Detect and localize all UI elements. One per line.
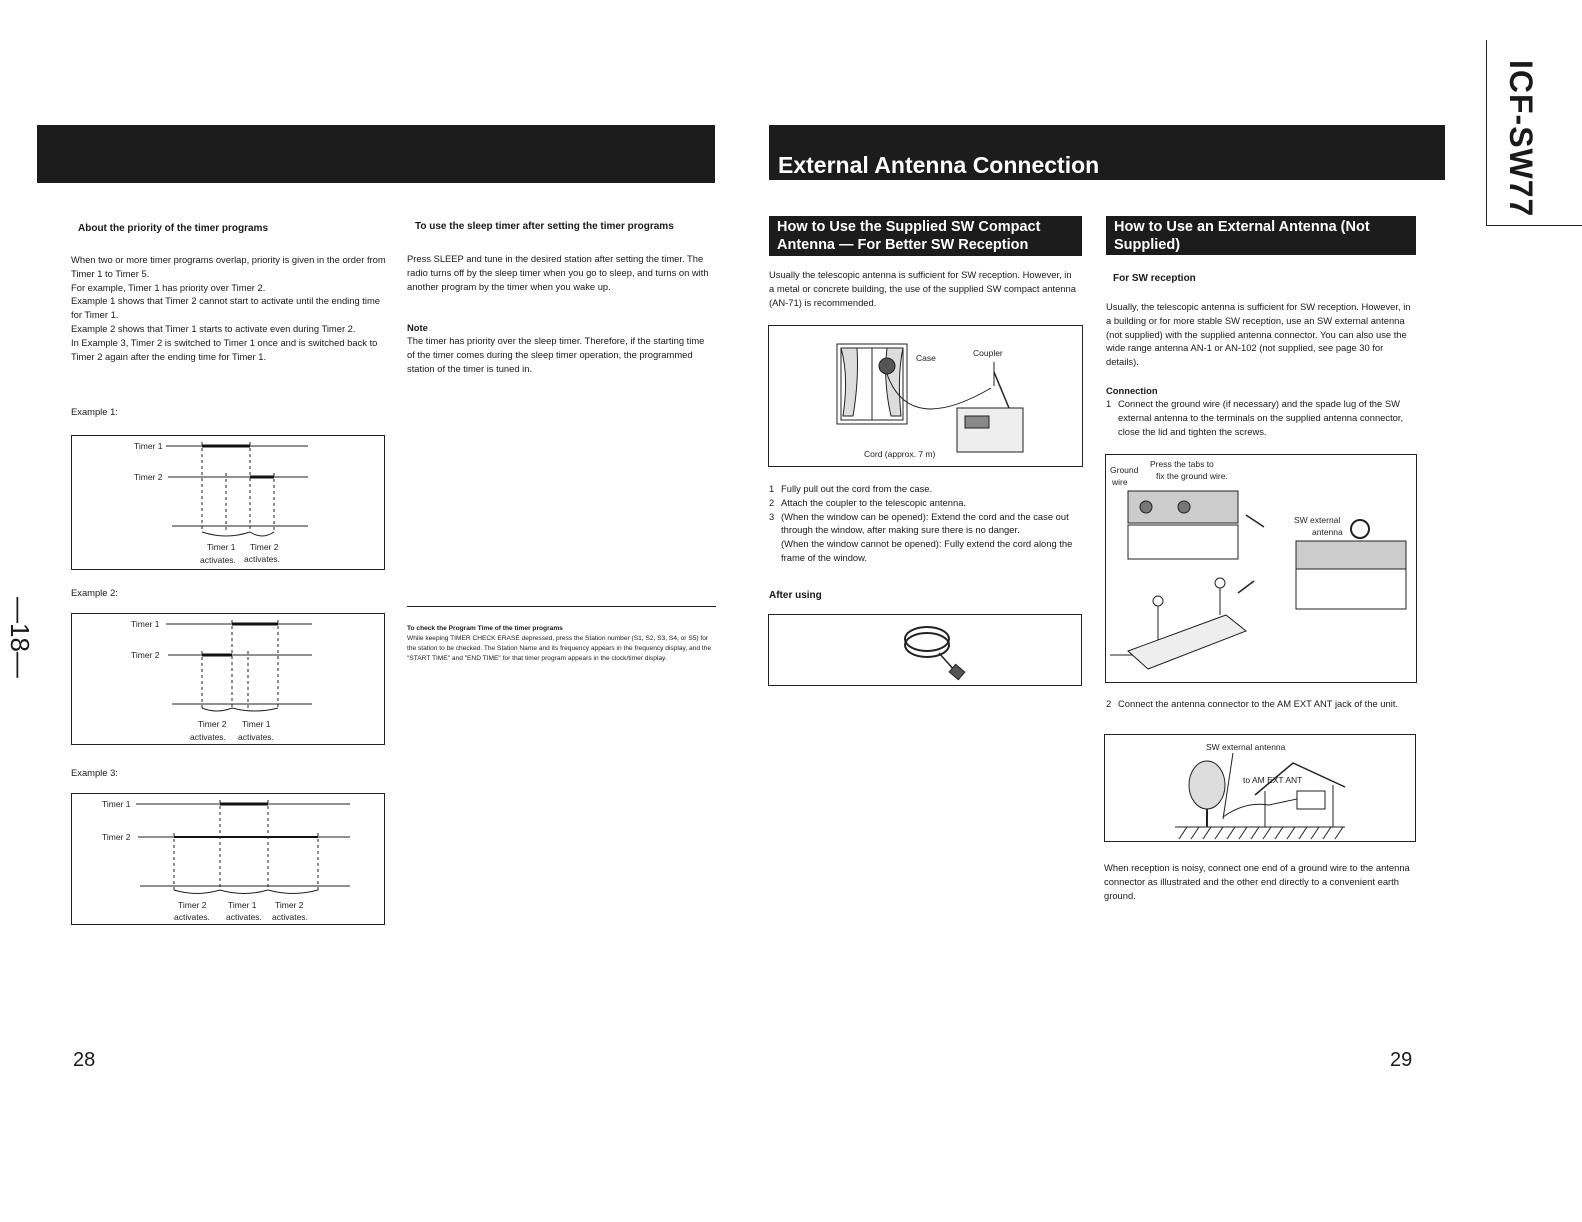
caption: Timer 1	[242, 719, 271, 729]
radio	[1297, 791, 1325, 809]
sw-reception-heading: For SW reception	[1113, 273, 1196, 284]
model-name: ICF-SW77	[1503, 60, 1539, 218]
step-text: Connect the ground wire (if necessary) and the spade lug of the SW external antenna to the terminals on the supplied antenna connector, close the lid and tighten the screws.	[1118, 398, 1404, 437]
timing-chart	[72, 614, 384, 744]
caption: Timer 2	[250, 542, 279, 552]
caption: activates.	[272, 912, 308, 922]
compact-intro: Usually the telescopic antenna is sufficient for SW reception. However, in a metal or concrete building, the use of the supplied SW compact antenna (AN-71) is recommended.	[769, 269, 1076, 308]
left-header-bar	[37, 125, 715, 183]
timer-line-label: Timer 1	[134, 441, 163, 451]
radio	[957, 408, 1023, 452]
caption: Timer 2	[178, 900, 207, 910]
fig-label-ground: wire	[1112, 477, 1128, 487]
antenna-connector-illustration	[1106, 455, 1416, 682]
fig-label-ext-antenna: antenna	[1312, 527, 1343, 537]
caption: activates.	[244, 554, 280, 564]
example-2-diagram	[71, 613, 385, 745]
note-heading: Note	[407, 322, 428, 333]
connector-base	[1128, 615, 1246, 669]
side-page-number: —18—	[5, 597, 35, 678]
fig-label-tabs: Press the tabs to	[1150, 459, 1214, 469]
external-antenna-heading	[1106, 216, 1416, 255]
step-number: 1	[769, 483, 775, 494]
caption: activates.	[200, 555, 236, 565]
after-using-figure	[768, 614, 1082, 686]
timing-chart	[72, 436, 384, 569]
example-1-diagram	[71, 435, 385, 570]
caption: activates.	[226, 912, 262, 922]
example-3-diagram	[71, 793, 385, 925]
caption: activates.	[238, 732, 274, 742]
fig-label-jack: to AM EXT ANT	[1243, 775, 1303, 785]
page-title: External Antenna Connection	[778, 152, 1100, 178]
caption: activates.	[174, 912, 210, 922]
heading-line: How to Use an External Antenna (Not	[1114, 219, 1370, 235]
sleep-body: Press SLEEP and tune in the desired station after setting the timer. The radio turns off by the sleep timer when you go to sleep, and turns on with another program by the timer when you wake up.	[407, 253, 709, 292]
compact-steps	[769, 482, 1081, 565]
note-body: The timer has priority over the sleep timer. Therefore, if the starting time of the timer comes during the sleep timer operation, the programmed station of the timer is tuned in.	[407, 335, 705, 374]
house-antenna-illustration	[1105, 735, 1415, 841]
connection-step-2	[1106, 697, 1418, 711]
connector-figure	[1105, 454, 1417, 683]
step-number: 2	[769, 496, 775, 508]
noisy-reception-note: When reception is noisy, connect one end of a ground wire to the antenna connector as illustrated and the other end directly to a convenient earth ground.	[1104, 862, 1410, 901]
timer-line-label: Timer 2	[134, 472, 163, 482]
step-item	[769, 482, 1081, 496]
step-item	[769, 537, 1081, 565]
timer-line-label: Timer 2	[102, 832, 131, 842]
compact-antenna-heading	[769, 216, 1082, 256]
curtain-left	[841, 348, 858, 416]
fig-label-case: Case	[916, 353, 936, 363]
timer-line-label: Timer 1	[102, 799, 131, 809]
timing-chart	[72, 794, 384, 924]
compact-antenna-figure	[768, 325, 1083, 467]
fig-label-ground: Ground	[1110, 465, 1139, 475]
coiled-cord-illustration	[769, 615, 1081, 685]
priority-heading: About the priority of the timer programs	[78, 223, 269, 234]
fig-label-ext-antenna: SW external	[1294, 515, 1341, 525]
case	[879, 358, 895, 374]
step-text: Fully pull out the cord from the case.	[781, 483, 933, 494]
step-item	[769, 510, 1081, 538]
check-heading: To check the Program Time of the timer programs	[407, 625, 563, 632]
model-tab	[1486, 40, 1582, 226]
step-number: 3	[769, 510, 775, 522]
priority-body	[71, 253, 389, 363]
step-text: (When the window cannot be opened): Fully extend the cord along the frame of the window.	[781, 538, 1073, 563]
timer-line-label: Timer 2	[131, 650, 160, 660]
caption: Timer 1	[228, 900, 257, 910]
right-page-number: 29	[1390, 1049, 1413, 1071]
fig-label-sw-external: SW external antenna	[1206, 742, 1286, 752]
left-page-number: 28	[73, 1049, 96, 1071]
sleep-heading: To use the sleep timer after setting the timer programs	[415, 221, 674, 232]
external-intro: Usually, the telescopic antenna is sufficient for SW reception. However, in a building or for more stable SW reception, use an SW external antenna (not supplied) with the supplied antenna connector. You can also use the wide range antenna AN-1 or AN-102 (not supplied, see page 30 for details).	[1106, 301, 1411, 368]
priority-paragraph: For example, Timer 1 has priority over Timer 2.	[71, 281, 266, 293]
priority-paragraph: In Example 3, Timer 2 is switched to Timer 1 once and is switched back to Timer 2 again after the ending time for Timer 1.	[71, 336, 378, 362]
window-antenna-illustration	[769, 326, 1082, 466]
fig-label-coupler: Coupler	[973, 348, 1003, 358]
connection-heading: Connection	[1106, 385, 1158, 396]
fig-label-tabs: fix the ground wire.	[1156, 471, 1228, 481]
right-header-bar	[769, 125, 1445, 180]
check-body: While keeping TIMER CHECK ERASE depressed, press the Station number (S1, S2, S3, S4, or S5) for the station to be checked. The Station Name and its frequency appears in the frequency display, and the "START TIME" and "END TIME" for that timer program appears in the clock/timer display.	[407, 635, 711, 662]
step-item	[769, 496, 1081, 510]
connector-closed	[1296, 541, 1406, 569]
step-text: Connect the antenna connector to the AM EXT ANT jack of the unit.	[1118, 698, 1399, 709]
timer-line-label: Timer 1	[131, 619, 160, 629]
caption: activates.	[190, 732, 226, 742]
priority-paragraph: When two or more timer programs overlap, priority is given in the order from Timer 1 to Timer 5.	[71, 254, 386, 279]
step-number: 1	[1106, 398, 1112, 409]
tree	[1189, 761, 1225, 809]
step-number: 2	[1106, 698, 1112, 709]
caption: Timer 2	[198, 719, 227, 729]
fig-label-cord: Cord (approx. 7 m)	[864, 449, 936, 459]
example-3-label: Example 3:	[71, 767, 118, 778]
step-text: Attach the coupler to the telescopic antenna.	[781, 496, 967, 508]
heading-line: Supplied)	[1114, 237, 1181, 253]
priority-paragraph: Example 2 shows that Timer 1 starts to activate even during Timer 2.	[71, 322, 356, 334]
caption: Timer 1	[207, 542, 236, 552]
divider	[407, 606, 716, 607]
heading-line: Antenna — For Better SW Reception	[777, 237, 1029, 253]
caption: Timer 2	[275, 900, 304, 910]
example-1-label: Example 1:	[71, 406, 118, 417]
after-using-heading: After using	[769, 590, 822, 601]
step-text: (When the window can be opened): Extend the cord and the case out through the window, after making sure there is no danger.	[781, 510, 1069, 536]
example-2-label: Example 2:	[71, 587, 118, 598]
priority-paragraph: Example 1 shows that Timer 2 cannot start to activate until the ending time for Timer 1.	[71, 295, 381, 321]
heading-line: How to Use the Supplied SW Compact	[777, 219, 1041, 235]
connection-step-1	[1106, 397, 1418, 438]
house-antenna-figure	[1104, 734, 1416, 842]
